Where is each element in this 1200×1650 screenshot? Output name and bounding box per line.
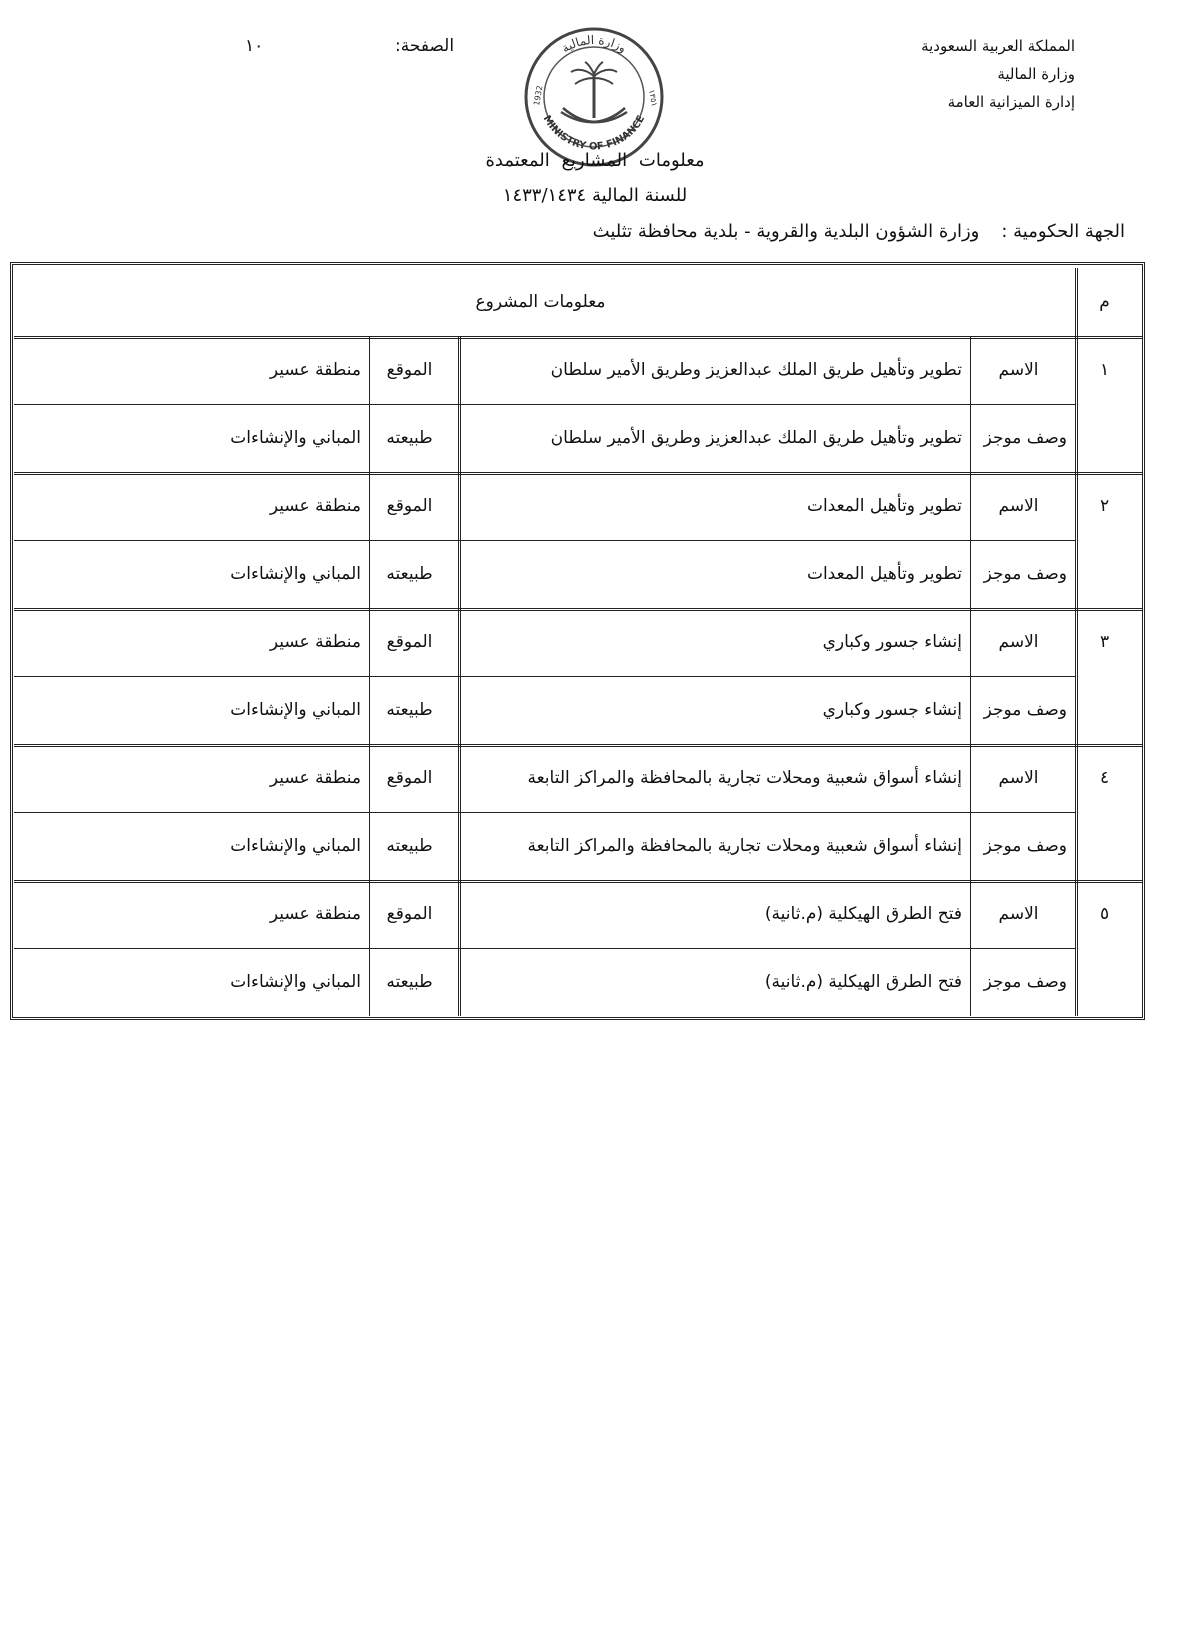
label-name: الاسم — [998, 496, 1039, 516]
label-description: وصف موجز — [983, 836, 1067, 856]
project-number: ١ — [1099, 360, 1110, 380]
page-number: ١٠ — [245, 36, 264, 56]
project-name: تطوير وتأهيل المعدات — [806, 496, 962, 516]
project-location: منطقة عسير — [269, 904, 361, 924]
label-description: وصف موجز — [983, 972, 1067, 992]
page-label: الصفحة: — [395, 36, 455, 56]
label-location: الموقع — [386, 904, 433, 924]
project-nature: المباني والإنشاءات — [230, 700, 361, 720]
project-number: ٤ — [1099, 768, 1110, 788]
project-location: منطقة عسير — [269, 360, 361, 380]
entity-value: وزارة الشؤون البلدية والقروية - بلدية محافظة تثليث — [592, 221, 980, 242]
label-name: الاسم — [998, 904, 1039, 924]
label-name: الاسم — [998, 632, 1039, 652]
project-number: ٢ — [1099, 496, 1110, 516]
org-line-department: إدارة الميزانية العامة — [947, 93, 1075, 111]
project-location: منطقة عسير — [269, 632, 361, 652]
seal-top-text: وزارة المالية — [559, 32, 629, 56]
project-description: تطوير وتأهيل طريق الملك عبدالعزيز وطريق الأمير سلطان — [550, 428, 962, 448]
label-description: وصف موجز — [983, 700, 1067, 720]
label-name: الاسم — [998, 768, 1039, 788]
project-description: إنشاء أسواق شعبية ومحلات تجارية بالمحافظة والمراكز التابعة — [527, 836, 962, 856]
label-nature: طبيعته — [386, 700, 433, 720]
project-nature: المباني والإنشاءات — [230, 428, 361, 448]
project-name: إنشاء جسور وكباري — [822, 632, 962, 652]
label-location: الموقع — [386, 768, 433, 788]
project-name: تطوير وتأهيل طريق الملك عبدالعزيز وطريق الأمير سلطان — [550, 360, 962, 380]
project-name: فتح الطرق الهيكلية (م.ثانية) — [764, 904, 962, 924]
project-name: إنشاء أسواق شعبية ومحلات تجارية بالمحافظة والمراكز التابعة — [527, 768, 962, 788]
org-line-ministry: وزارة المالية — [997, 65, 1075, 83]
project-number: ٣ — [1099, 632, 1110, 652]
project-location: منطقة عسير — [269, 496, 361, 516]
label-name: الاسم — [998, 360, 1039, 380]
seal-bottom-text: MINISTRY OF FINANCE — [540, 113, 648, 153]
fiscal-year: للسنة المالية ١٤٣٣/١٤٣٤ — [502, 185, 688, 206]
label-description: وصف موجز — [983, 564, 1067, 584]
column-header-project-info: معلومات المشروع — [475, 292, 606, 312]
project-nature: المباني والإنشاءات — [230, 836, 361, 856]
project-description: تطوير وتأهيل المعدات — [806, 564, 962, 584]
label-location: الموقع — [386, 496, 433, 516]
project-nature: المباني والإنشاءات — [230, 564, 361, 584]
project-description: فتح الطرق الهيكلية (م.ثانية) — [764, 972, 962, 992]
project-number: ٥ — [1099, 904, 1110, 924]
project-location: منطقة عسير — [269, 768, 361, 788]
label-nature: طبيعته — [386, 428, 433, 448]
seal-year-left: 1932 — [532, 84, 545, 107]
label-nature: طبيعته — [386, 836, 433, 856]
label-nature: طبيعته — [386, 972, 433, 992]
project-nature: المباني والإنشاءات — [230, 972, 361, 992]
project-description: إنشاء جسور وكباري — [822, 700, 962, 720]
label-nature: طبيعته — [386, 564, 433, 584]
column-header-number: م — [1099, 292, 1110, 312]
org-line-kingdom: المملكة العربية السعودية — [921, 37, 1075, 55]
seal-year-right: ١٣٥١ — [647, 88, 659, 108]
label-location: الموقع — [386, 632, 433, 652]
document-title: معلومات المشاريع المعتمدة — [485, 150, 705, 171]
label-location: الموقع — [386, 360, 433, 380]
label-description: وصف موجز — [983, 428, 1067, 448]
entity-label: الجهة الحكومية : — [1001, 221, 1125, 242]
